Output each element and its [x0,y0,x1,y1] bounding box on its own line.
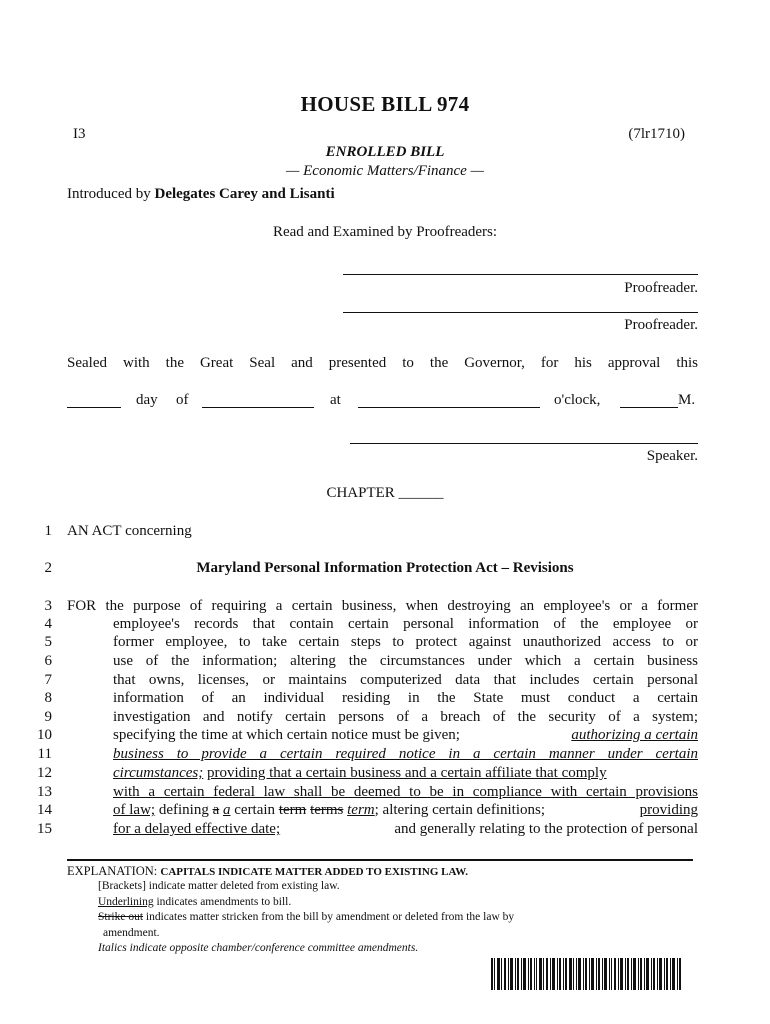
purpose-text: defining [155,802,213,818]
explanation-caps-text: CAPITALS INDICATE MATTER ADDED TO EXISTING LAW. [160,866,468,878]
purpose-line [113,727,698,744]
underlining-text: indicates amendments to bill. [153,896,292,908]
proofreader-signature-line-2 [343,312,698,313]
proofreaders-heading: Read and Examined by Proofreaders: [272,224,498,240]
purpose-text: ; altering certain definitions; [374,802,549,818]
purpose-line: information of an individual residing in the State must conduct a certain [113,690,698,706]
line-number: 1 [44,523,52,539]
line-number: 4 [44,616,52,632]
line-number: 8 [44,690,52,706]
explanation-underlining [98,896,291,908]
amendment-underline: for a delayed effective date; [113,821,281,837]
explanation-caps [67,864,468,879]
amendment-underline: providing that a certain business and a certain affiliate that comply [207,765,607,781]
purpose-line: former employee, to take certain steps to protect against unauthorized access to or [113,634,698,650]
explanation-strike [98,911,514,923]
introduced-by [67,186,335,203]
amendment-italic-underline: term [347,802,375,818]
amendment-italic-underline: authorizing a certain [571,727,698,743]
line-number: 5 [44,634,52,650]
proofreader-signature-line-1 [343,274,698,275]
purpose-line [113,802,698,819]
chapter-line: CHAPTER ______ [326,485,444,501]
purpose-line: use of the information; altering the circumstances under which a certain business [113,653,698,669]
of-word: of [176,392,189,408]
line-number: 2 [44,560,52,576]
stricken-text: a [212,802,220,818]
explanation-strike-cont: amendment. [103,927,160,939]
amendment-underline: of law; [113,802,156,818]
amendment-italic-underline: a [223,802,231,818]
line-number: 7 [44,672,52,688]
amendment-underline: providing [639,802,698,818]
blank-ampm [620,407,678,408]
line-number: 13 [37,784,52,800]
purpose-line [113,821,698,838]
purpose-line: FOR the purpose of requiring a certain business, when destroying an employee's or a former [67,598,698,614]
at-word: at [330,392,341,408]
line-number: 10 [37,727,52,743]
blank-time [358,407,540,408]
purpose-line: employee's records that contain certain personal information of the employee or [113,616,698,632]
amendment-italic-underline: circumstances; [113,765,204,781]
line-number: 9 [44,709,52,725]
line-number: 11 [37,746,52,762]
line-number: 14 [37,802,52,818]
explanation-label: EXPLANATION: [67,864,161,878]
brackets-text: indicate matter deleted from existing law. [145,880,340,892]
stricken-amendment: terms [310,802,344,818]
amendment-underline: with a certain federal law shall be deemed to be in compliance with certain provisions [113,784,698,800]
brackets-word: [Brackets] [98,880,146,892]
blank-month [202,407,314,408]
purpose-line: investigation and notify certain persons of a breach of the security of a system; [113,709,698,725]
line-number: 3 [44,598,52,614]
strike-word: Strike out [98,911,144,923]
sealed-statement: Sealed with the Great Seal and presented to the Governor, for his approval this [67,355,698,371]
barcode-icon [491,958,681,990]
speaker-label: Speaker. [646,448,698,464]
subject-code: I3 [73,126,86,142]
introduced-prefix: Introduced by [67,186,155,202]
bill-title: HOUSE BILL 974 [300,92,470,116]
m-word: M. [678,392,696,408]
bill-file-code: (7lr1710) [628,126,685,142]
explanation-italics: Italics indicate opposite chamber/conference committee amendments. [98,942,419,954]
day-word: day [136,392,158,408]
line-number: 15 [37,821,52,837]
act-concerning: AN ACT concerning [67,523,192,539]
act-short-title: Maryland Personal Information Protection Act – Revisions [196,560,574,576]
underlining-word: Underlining [98,896,154,908]
purpose-text: and generally relating to the protection of personal [390,821,698,837]
proofreader-label-2: Proofreader. [624,317,698,333]
footer-rule [67,859,693,861]
purpose-text: certain [230,802,279,818]
explanation-brackets [98,880,340,892]
purpose-line [113,765,698,782]
sponsors: Delegates Carey and Lisanti [154,186,335,202]
amendment-italic-underline: business to provide a certain required notice in a certain manner under certain [113,746,698,762]
committee-label: — Economic Matters/Finance — [286,163,484,179]
blank-day [67,407,121,408]
strike-text: indicates matter stricken from the bill by amendment or deleted from the law by [143,911,515,923]
purpose-text: specifying the time at which certain notice must be given; [113,727,464,743]
purpose-line: that owns, licenses, or maintains computerized data that includes certain personal [113,672,698,688]
speaker-signature-line [350,443,698,444]
stricken-text: term [278,802,307,818]
proofreader-label-1: Proofreader. [624,280,698,296]
oclock-word: o'clock, [554,392,601,408]
line-number: 12 [37,765,52,781]
enrolled-bill-label: ENROLLED BILL [325,144,445,160]
line-number: 6 [44,653,52,669]
